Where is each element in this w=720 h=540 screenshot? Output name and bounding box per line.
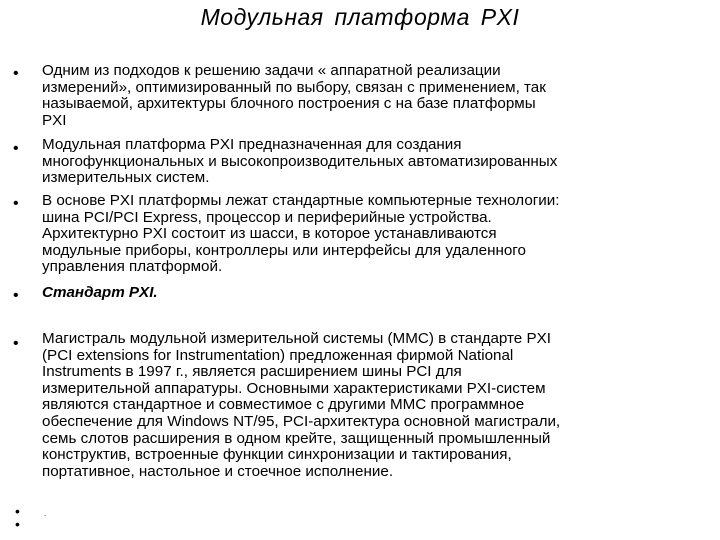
bullet-marker: •	[13, 140, 19, 157]
text-line: называемой, архитектуры блочного построения с на базе платформы	[42, 95, 536, 113]
text-line: измерительной аппаратуры. Основными характеристиками PXI-систем	[42, 379, 546, 397]
trailing-dot: .	[44, 509, 47, 518]
bullet-marker: •	[13, 195, 19, 212]
text-line: измерительных систем.	[42, 169, 210, 187]
text-line: портативное, настольное и стоечное исполнение.	[42, 462, 394, 480]
text-line: Модульная платформа PXI предназначенная для создания	[42, 136, 462, 153]
text-line: многофункциональных и высокопроизводительных автоматизированных	[42, 152, 558, 170]
paragraph-5	[42, 331, 682, 480]
text-line: обеспечение для Windows NT/95, PCI-архитектура основной магистрали,	[42, 412, 561, 430]
text-line: Одним из подходов к решению задачи « аппаратной реализации	[42, 62, 501, 79]
text-line: измерений», оптимизированный по выбору, связан с применением, так	[42, 78, 546, 96]
paragraph-4-heading	[42, 285, 682, 302]
text-line: Стандарт PXI.	[42, 284, 158, 301]
text-line: Архитектурно PXI состоит из шасси, в которое устанавливаются	[42, 225, 497, 243]
text-line: PXI	[42, 111, 67, 129]
slide-title: Модульная платформа PXI	[200, 4, 520, 30]
text-line: Магистраль модульной измерительной системы (ММС) в стандарте PXI	[42, 330, 551, 347]
text-line: являются стандартное и совместимое с другими ММС программное	[42, 396, 525, 414]
text-line: (PCI extensions for Instrumentation) предложенная фирмой National	[42, 346, 514, 364]
text-line: шина PCI/PCI Express, процессор и периферийные устройства.	[42, 208, 492, 226]
paragraph-1	[42, 63, 682, 129]
paragraph-2	[42, 137, 682, 187]
text-line: конструктив, встроенные функции синхронизации и тактирования,	[42, 446, 512, 464]
bullet-marker: •	[13, 335, 19, 352]
bullet-marker: •	[15, 503, 20, 519]
paragraph-3	[42, 193, 682, 276]
text-line: семь слотов расширения в одном крейте, защищенный промышленный	[42, 429, 551, 447]
bullet-marker: •	[13, 65, 19, 82]
text-line: В основе PXI платформы лежат стандартные компьютерные технологии:	[42, 192, 560, 209]
bullet-marker: •	[13, 287, 19, 304]
bullet-marker: •	[15, 516, 20, 532]
text-line: модульные приборы, контроллеры или интерфейсы для удаленного	[42, 241, 526, 259]
text-line: Instruments в 1997 г., является расширением шины PCI для	[42, 363, 462, 381]
text-line: управления платформой.	[42, 258, 223, 276]
